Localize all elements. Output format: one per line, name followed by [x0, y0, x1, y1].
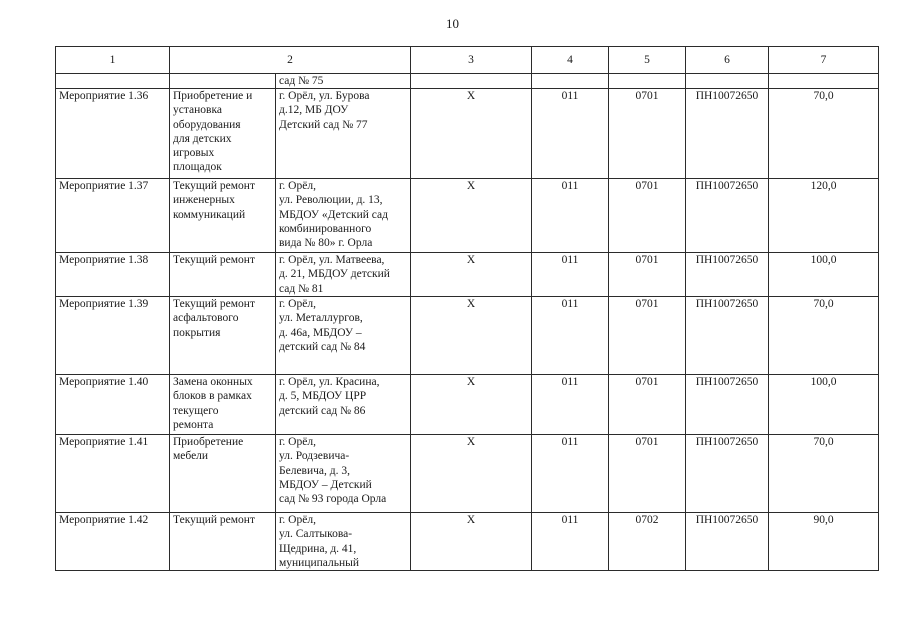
page-number: 10: [446, 16, 459, 31]
continuation-row: [56, 74, 879, 89]
header-col-3: 3: [411, 47, 532, 74]
cell-col-3: X: [411, 89, 532, 179]
cell-col-4: 011: [532, 179, 609, 253]
cell-description: Текущий ремонт инженерных коммуникаций: [170, 179, 276, 253]
cell-col-6: ПН10072650: [686, 513, 769, 571]
cell-col-7: [769, 74, 879, 89]
cell-address: г. Орёл, ул. Матвеева, д. 21, МБДОУ детский сад № 81: [276, 253, 411, 297]
header-col-4: 4: [532, 47, 609, 74]
cell-measure: Мероприятие 1.36: [56, 89, 170, 179]
cell-col-5: 0701: [609, 297, 686, 375]
cell-col-7: 100,0: [769, 375, 879, 435]
cell-col-5: 0701: [609, 179, 686, 253]
cell-col-4: 011: [532, 435, 609, 513]
table-row: [56, 179, 879, 253]
cell-col-3: X: [411, 513, 532, 571]
cell-address: г. Орёл, ул. Родзевича- Белевича, д. 3, МБДОУ – Детский сад № 93 города Орла: [276, 435, 411, 513]
cell-address: сад № 75: [276, 74, 411, 89]
cell-address: г. Орёл, ул. Революции, д. 13, МБДОУ «Детский сад комбинированного вида № 80» г. Орла: [276, 179, 411, 253]
cell-col-4: 011: [532, 253, 609, 297]
cell-col-6: [686, 74, 769, 89]
cell-col-3: X: [411, 253, 532, 297]
cell-col-7: 100,0: [769, 253, 879, 297]
cell-description: Текущий ремонт: [170, 253, 276, 297]
cell-col-4: 011: [532, 297, 609, 375]
cell-address: г. Орёл, ул. Салтыкова- Щедрина, д. 41, муниципальный: [276, 513, 411, 571]
cell-col-3: X: [411, 435, 532, 513]
cell-col-5: 0702: [609, 513, 686, 571]
table-row: [56, 297, 879, 375]
table-row: [56, 435, 879, 513]
cell-col-6: ПН10072650: [686, 435, 769, 513]
cell-description: Текущий ремонт: [170, 513, 276, 571]
cell-col-4: 011: [532, 89, 609, 179]
cell-col-7: 90,0: [769, 513, 879, 571]
cell-col-4: 011: [532, 375, 609, 435]
cell-measure: [56, 74, 170, 89]
cell-col-6: ПН10072650: [686, 253, 769, 297]
cell-col-6: ПН10072650: [686, 179, 769, 253]
cell-address: г. Орёл, ул. Бурова д.12, МБ ДОУ Детский сад № 77: [276, 89, 411, 179]
cell-col-3: X: [411, 375, 532, 435]
cell-col-5: 0701: [609, 253, 686, 297]
cell-col-4: 011: [532, 513, 609, 571]
table-row: [56, 89, 879, 179]
cell-col-7: 70,0: [769, 89, 879, 179]
header-col-2: 2: [170, 47, 411, 74]
cell-col-7: 120,0: [769, 179, 879, 253]
cell-col-6: ПН10072650: [686, 297, 769, 375]
cell-col-4: [532, 74, 609, 89]
cell-col-7: 70,0: [769, 435, 879, 513]
measures-table: [55, 46, 879, 571]
cell-measure: Мероприятие 1.42: [56, 513, 170, 571]
cell-col-6: ПН10072650: [686, 375, 769, 435]
cell-measure: Мероприятие 1.40: [56, 375, 170, 435]
header-col-7: 7: [769, 47, 879, 74]
cell-measure: Мероприятие 1.39: [56, 297, 170, 375]
cell-description: Текущий ремонт асфальтового покрытия: [170, 297, 276, 375]
cell-description: Приобретение мебели: [170, 435, 276, 513]
cell-col-5: [609, 74, 686, 89]
cell-col-3: X: [411, 179, 532, 253]
cell-description: [170, 74, 276, 89]
table-row: [56, 253, 879, 297]
cell-col-3: [411, 74, 532, 89]
header-col-5: 5: [609, 47, 686, 74]
cell-col-7: 70,0: [769, 297, 879, 375]
cell-measure: Мероприятие 1.37: [56, 179, 170, 253]
cell-measure: Мероприятие 1.41: [56, 435, 170, 513]
cell-measure: Мероприятие 1.38: [56, 253, 170, 297]
cell-col-5: 0701: [609, 435, 686, 513]
cell-description: Замена оконных блоков в рамках текущего ремонта: [170, 375, 276, 435]
header-col-1: 1: [56, 47, 170, 74]
cell-address: г. Орёл, ул. Красина, д. 5, МБДОУ ЦРР детский сад № 86: [276, 375, 411, 435]
table-row: [56, 513, 879, 571]
table-row: [56, 375, 879, 435]
cell-col-3: X: [411, 297, 532, 375]
header-col-6: 6: [686, 47, 769, 74]
cell-address: г. Орёл, ул. Металлургов, д. 46а, МБДОУ – детский сад № 84: [276, 297, 411, 375]
cell-col-5: 0701: [609, 375, 686, 435]
cell-col-5: 0701: [609, 89, 686, 179]
cell-col-6: ПН10072650: [686, 89, 769, 179]
cell-description: Приобретение и установка оборудования для детских игровых площадок: [170, 89, 276, 179]
header-row: [56, 47, 879, 74]
